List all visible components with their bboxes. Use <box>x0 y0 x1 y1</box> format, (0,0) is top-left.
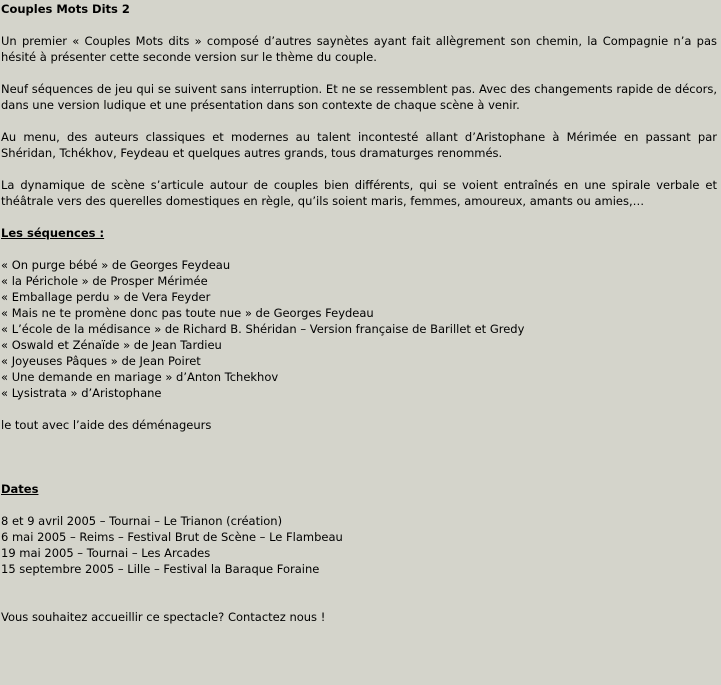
spacer <box>1 497 717 513</box>
date-item: 19 mai 2005 – Tournai – Les Arcades <box>1 546 211 560</box>
spacer <box>1 17 717 33</box>
sequence-item: « L’école de la médisance » de Richard B. Shéridan – Version française de Barillet et Gredy <box>1 322 525 336</box>
dates-heading: Dates <box>1 482 39 496</box>
sequences-heading: Les séquences : <box>1 226 105 240</box>
sequence-item: « Emballage perdu » de Vera Feyder <box>1 290 211 304</box>
spacer <box>1 465 717 481</box>
spacer <box>1 65 717 81</box>
date-item: 6 mai 2005 – Reims – Festival Brut de Scène – Le Flambeau <box>1 530 343 544</box>
page-title: Couples Mots Dits 2 <box>1 2 130 16</box>
spacer <box>1 113 717 129</box>
spacer <box>1 209 717 225</box>
spacer <box>1 577 717 593</box>
intro-paragraph-1: Un premier « Couples Mots dits » composé d’autres saynètes ayant fait allègrement son chemin, la Compagnie n’a pas hésité à présenter cette seconde version sur le thème du couple. <box>1 34 717 64</box>
sequence-item: « On purge bébé » de Georges Feydeau <box>1 258 231 272</box>
intro-paragraph-2: Neuf séquences de jeu qui se suivent sans interruption. Et ne se ressemblent pas. Avec des changements rapide de décors, dans une version ludique et une présentation dans son contexte de chaque scène à venir. <box>1 82 717 112</box>
spacer <box>1 593 717 609</box>
spacer <box>1 449 717 465</box>
date-item: 8 et 9 avril 2005 – Tournai – Le Trianon (création) <box>1 514 283 528</box>
contact-line: Vous souhaitez accueillir ce spectacle? Contactez nous ! <box>1 610 326 624</box>
spacer <box>1 401 717 417</box>
intro-paragraph-4: La dynamique de scène s’articule autour de couples bien différents, qui se voient entraînés en une spirale verbale et théâtrale vers des querelles domestiques en règle, qu’ils soient maris, femmes, amoureux, amants ou amies,… <box>1 178 717 208</box>
intro-paragraph-3: Au menu, des auteurs classiques et modernes au talent incontesté allant d’Aristophane à Mérimée en passant par Shéridan, Tchékhov, Feydeau et quelques autres grands, tous dramaturges renommés. <box>1 130 717 160</box>
dates-list <box>1 513 717 577</box>
sequence-item: « la Périchole » de Prosper Mérimée <box>1 274 208 288</box>
sequence-item: « Mais ne te promène donc pas toute nue » de Georges Feydeau <box>1 306 374 320</box>
sequence-item: « Lysistrata » d’Aristophane <box>1 386 162 400</box>
sequence-item: « Oswald et Zénaïde » de Jean Tardieu <box>1 338 222 352</box>
sequences-list <box>1 257 717 401</box>
date-item: 15 septembre 2005 – Lille – Festival la Baraque Foraine <box>1 562 320 576</box>
sequence-item: « Une demande en mariage » d’Anton Tchekhov <box>1 370 279 384</box>
spacer <box>1 161 717 177</box>
sequences-note: le tout avec l’aide des déménageurs <box>1 418 212 432</box>
sequence-item: « Joyeuses Pâques » de Jean Poiret <box>1 354 201 368</box>
spacer <box>1 433 717 449</box>
spacer <box>1 241 717 257</box>
